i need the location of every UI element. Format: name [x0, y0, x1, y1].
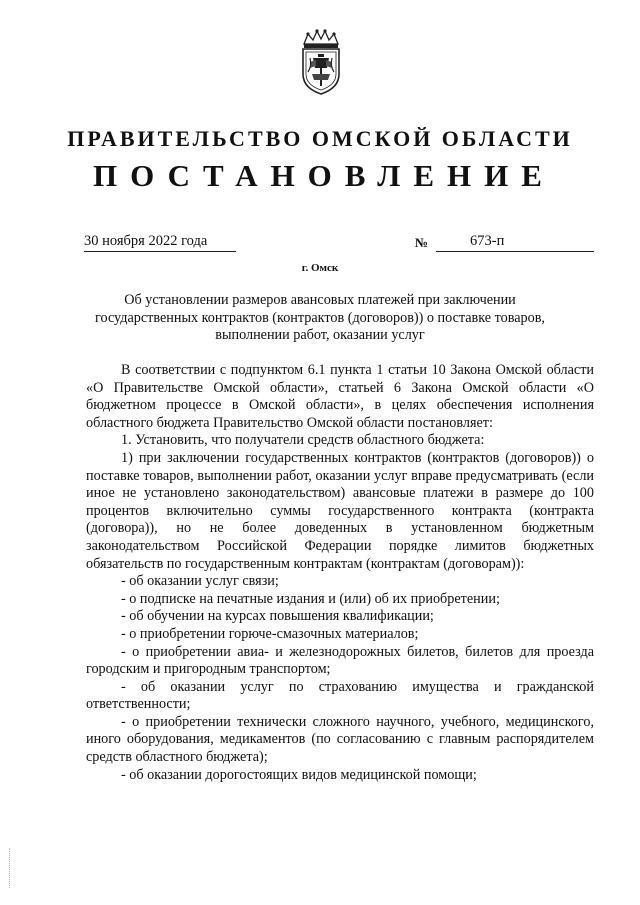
list-item: - о подписке на печатные издания и (или) об их приобретении; — [121, 590, 500, 607]
subpoint-1: 1) при заключении государственных контрактов (контрактов (договоров)) о поставке товаров, выполнении работ, оказании услуг вправе предусматривать (если иное не установлено законодательством) авансовые платежи в размере до 100 процентов включительно суммы государственного контракта (контракта (договора)), но не более доведенных в установленном бюджетным законодательством Российской Федерации порядке лимитов бюджетных обязательств по государственным контрактам (контрактам (договорам)): — [86, 449, 594, 572]
list-item: - об оказании услуг связи; — [121, 573, 279, 590]
organization-title: ПРАВИТЕЛЬСТВО ОМСКОЙ ОБЛАСТИ — [67, 126, 573, 151]
list-item: - о приобретении технически сложного научного, учебного, медицинского, иного оборудования, медикаментов (по согласованию с главным распорядителем средств областного бюджета); — [86, 713, 594, 766]
document-number: 673-п — [436, 233, 594, 252]
list-item: - об обучении на курсах повышения квалификации; — [121, 608, 434, 625]
list-item: - о приобретении горюче-смазочных материалов; — [121, 625, 419, 642]
subject-line: государственных контрактов (контрактов (договоров)) о поставке товаров, — [95, 309, 545, 326]
point-1: 1. Установить, что получатели средств областного бюджета: — [121, 432, 485, 449]
document-body — [86, 362, 594, 784]
list-item: - о приобретении авиа- и железнодорожных билетов, билетов для проезда городским и пригородным транспортом; — [86, 643, 594, 678]
document-type-title: ПОСТАНОВЛЕНИЕ — [93, 158, 555, 193]
list-item: - об оказании дорогостоящих видов медицинской помощи; — [121, 766, 477, 783]
subject-line: Об установлении размеров авансовых платежей при заключении — [124, 292, 516, 308]
document-number-label: № — [415, 235, 429, 250]
document-date: 30 ноября 2022 года — [84, 233, 236, 252]
document-subject — [90, 292, 550, 345]
document-city: г. Омск — [301, 262, 339, 274]
preamble-paragraph: В соответствии с подпунктом 6.1 пункта 1 статьи 10 Закона Омской области «О Правительстве Омской области», статьей 6 Закона Омской области «О бюджетном процессе в Омской области», в целях обеспечения исполнения областного бюджета Правительство Омской области постановляет: — [86, 362, 594, 431]
subject-line: выполнении работ, оказании услуг — [215, 327, 425, 343]
scan-margin-mark — [9, 848, 11, 888]
list-item: - об оказании услуг по страхованию имущества и гражданской ответственности; — [86, 678, 594, 713]
omsk-coat-of-arms-icon — [298, 28, 344, 96]
